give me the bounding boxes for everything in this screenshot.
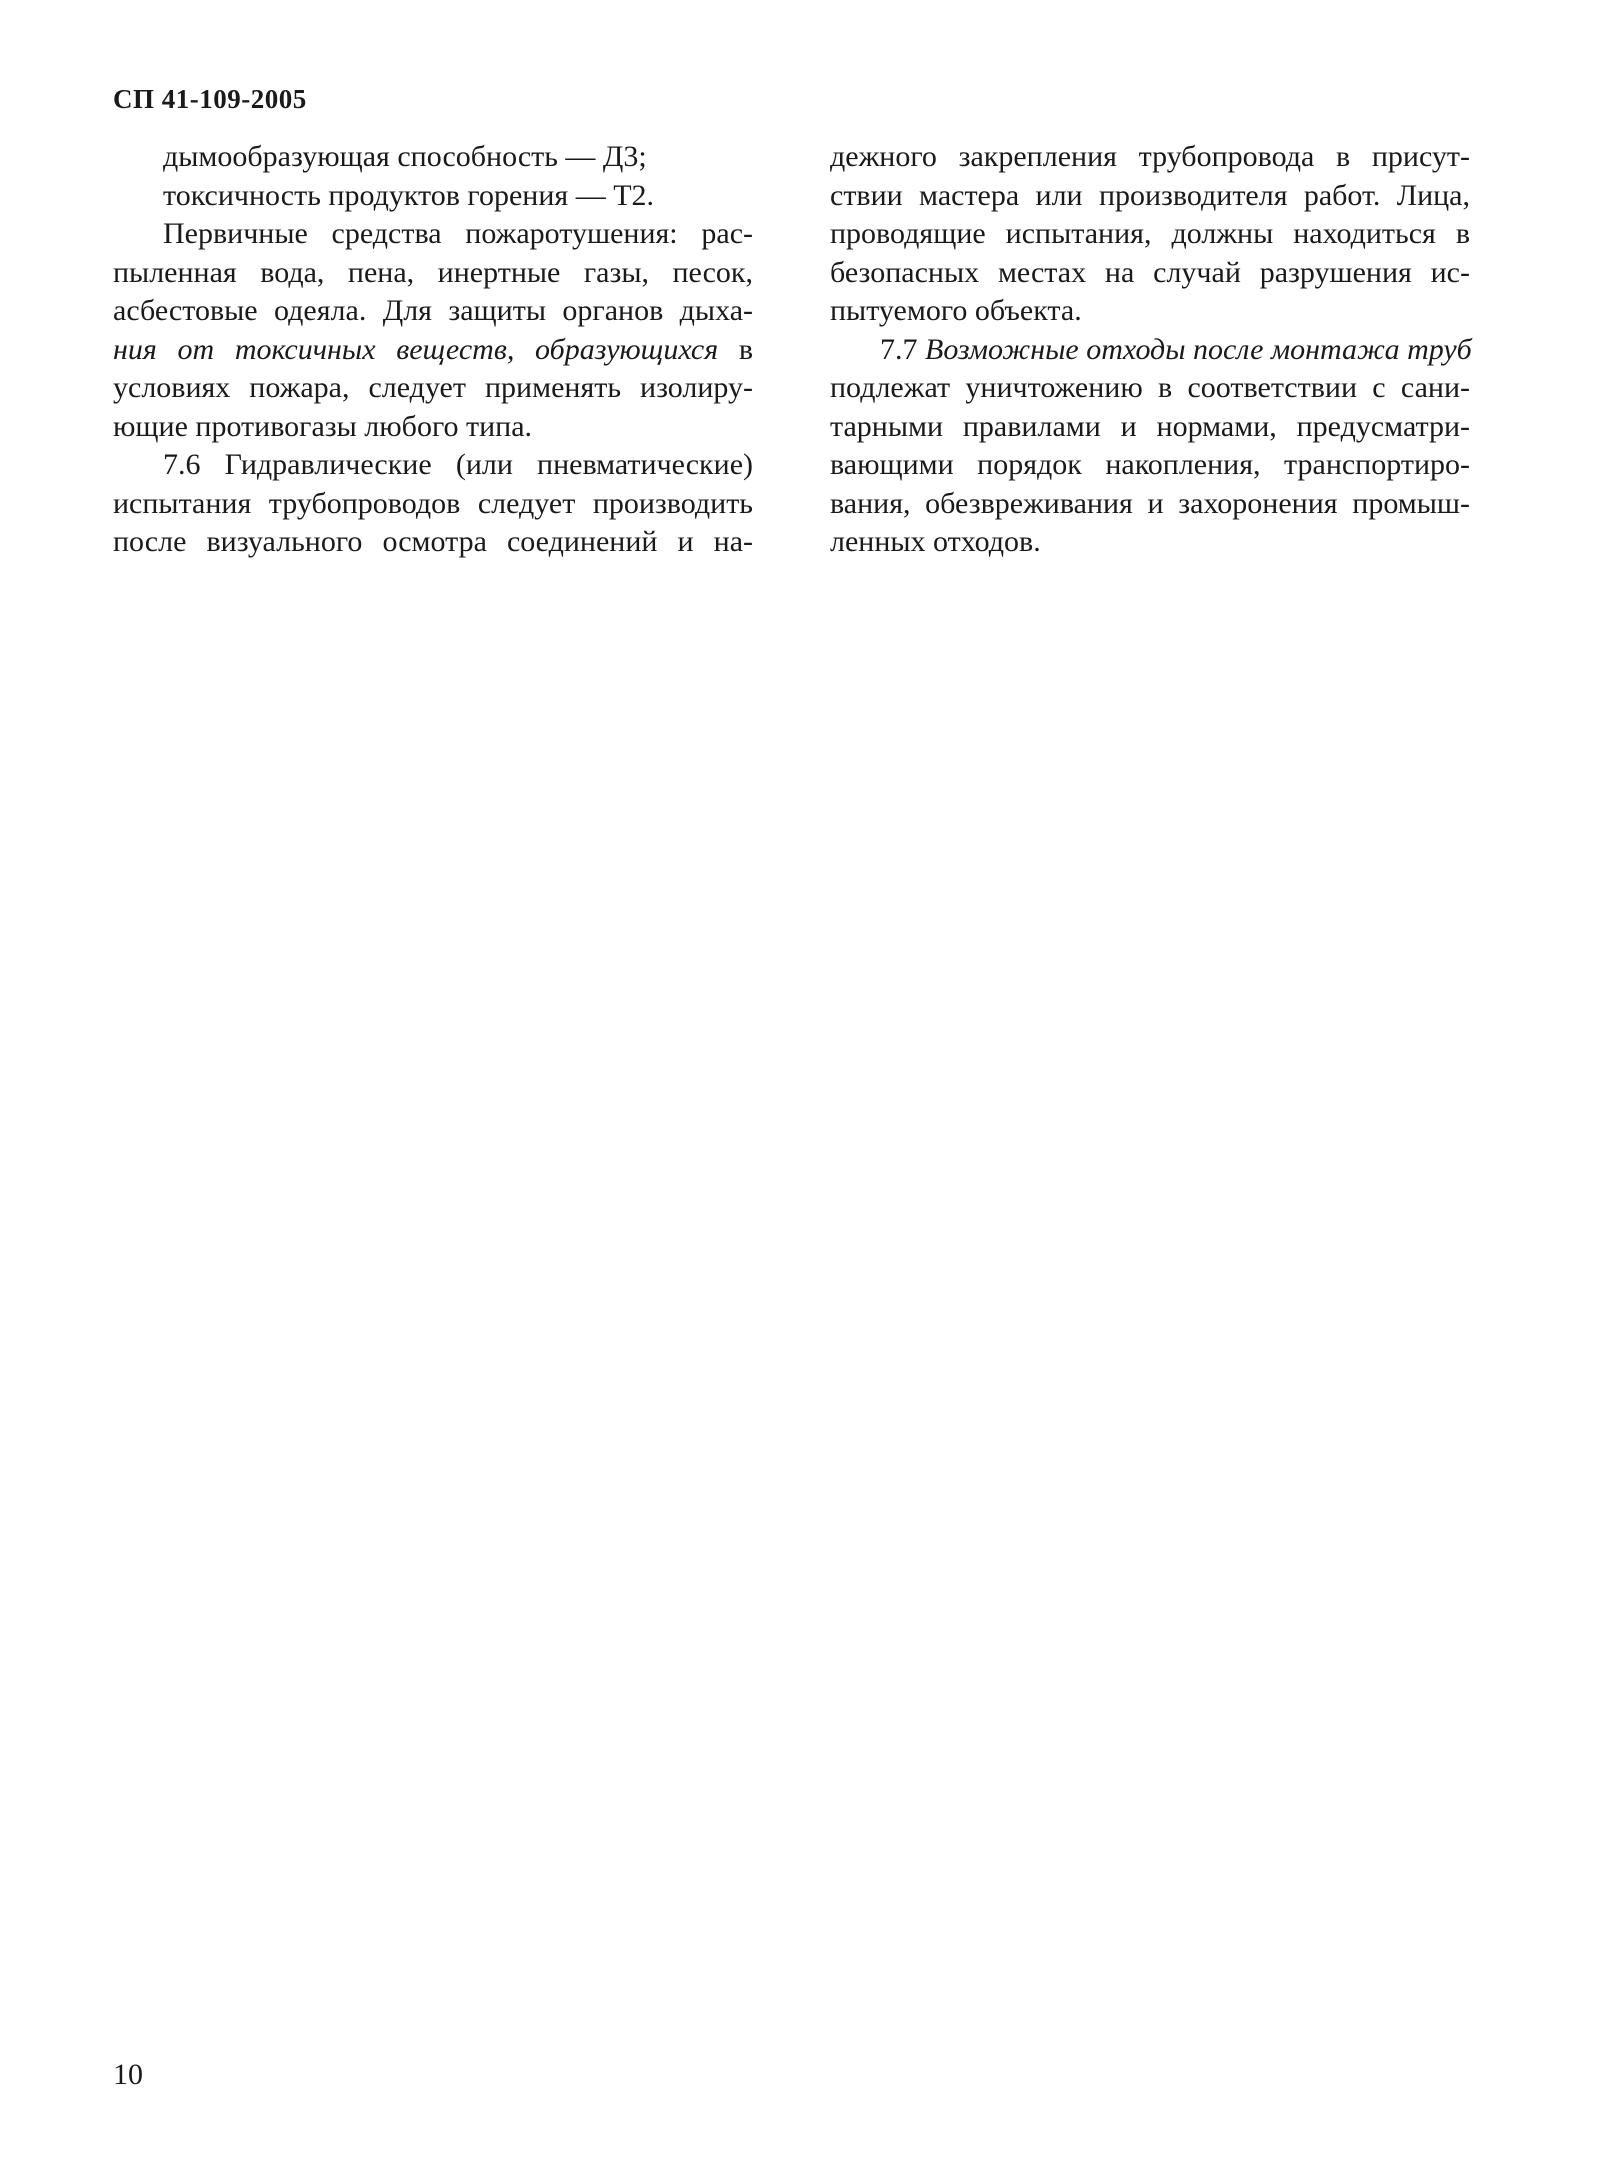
paragraph-7-6-continued <box>830 138 1470 331</box>
text-line <box>113 331 753 370</box>
text-line: дежного закрепления трубопровода в присут- <box>830 140 1470 173</box>
text-line: пыленная вода, пена, инертные газы, песок, <box>113 255 753 289</box>
text-line: условиях пожара, следует применять изолиру- <box>113 371 753 404</box>
running-header: СП 41-109-2005 <box>113 84 307 114</box>
paragraph-extinguishing-means <box>113 215 753 446</box>
text-line: подлежат уничтожению в соответствии с сани- <box>830 371 1470 404</box>
text-line: ствии мастера или производителя работ. Лица, <box>830 178 1470 212</box>
text-line: дымообразующая способность — Д3; <box>163 140 647 173</box>
paragraph-toxicity <box>113 177 753 216</box>
paragraph-7-6 <box>113 446 753 562</box>
text-line: асбестовые одеяла. Для защиты органов дыха- <box>113 294 753 327</box>
text-line: 7.6 Гидравлические (или пневматические) <box>163 448 753 481</box>
section-number: 7.7 <box>880 332 918 366</box>
italic-text: ния от токсичных веществ, образующихся <box>113 332 719 366</box>
page-number: 10 <box>113 2058 143 2091</box>
text-line: токсичность продуктов горения — Т2. <box>163 178 655 212</box>
text-line: после визуального осмотра соединений и на- <box>113 525 753 558</box>
left-column <box>113 138 753 562</box>
text-line: вающими порядок накопления, транспортиро- <box>830 448 1470 481</box>
text-line <box>830 331 1470 370</box>
text-line: Первичные средства пожаротушения: рас- <box>163 217 753 250</box>
right-column <box>830 138 1470 562</box>
text-line: безопасных местах на случай разрушения ис- <box>830 255 1470 289</box>
text-line: ленных отходов. <box>830 525 1041 558</box>
text-line: вания, обезвреживания и захоронения промыш- <box>830 486 1470 520</box>
paragraph-smoke-capacity <box>113 138 753 177</box>
text-line: проводящие испытания, должны находиться в <box>830 217 1470 250</box>
italic-text: Возможные отходы после монтажа труб <box>925 332 1472 366</box>
text-line: ющие противогазы любого типа. <box>113 409 533 443</box>
paragraph-7-7 <box>830 331 1470 562</box>
text-fragment: в <box>718 332 753 366</box>
text-line: пытуемого объекта. <box>830 294 1082 327</box>
text-line: испытания трубопроводов следует производить <box>113 486 753 520</box>
text-line: тарными правилами и нормами, предусматри- <box>830 409 1470 443</box>
